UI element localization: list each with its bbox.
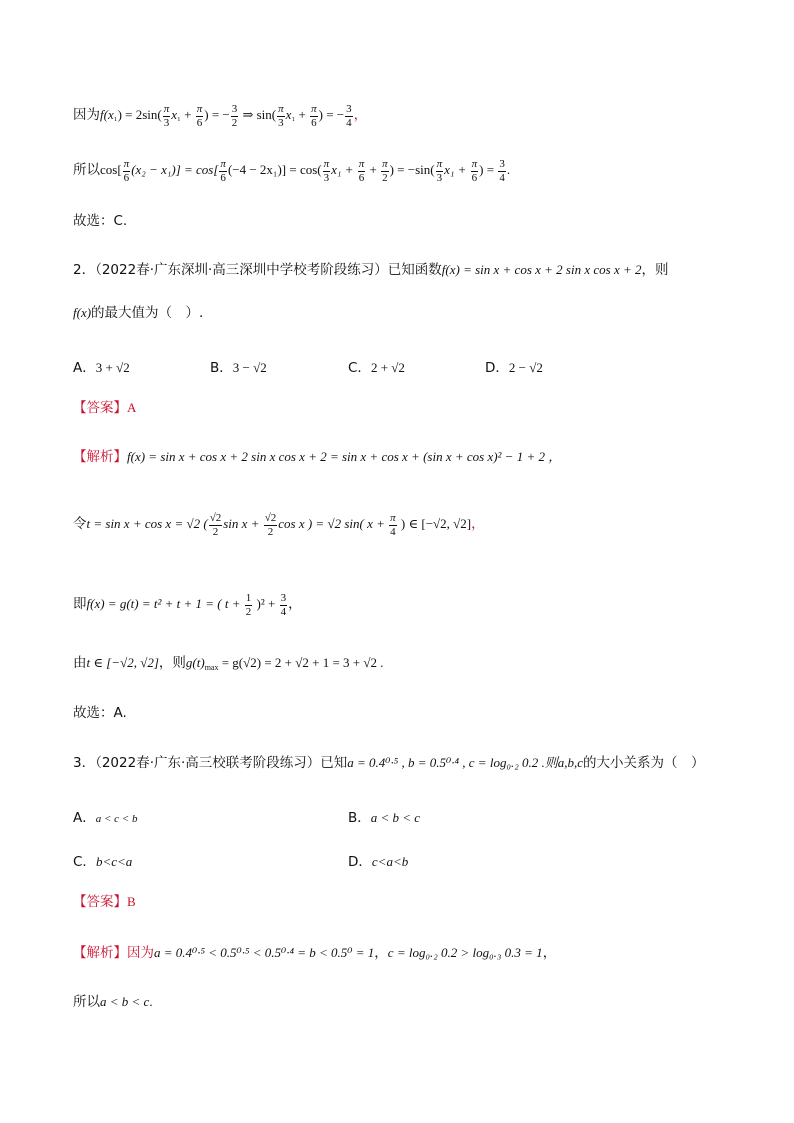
q2-conclusion: 故选：A. — [73, 705, 127, 721]
q2-answer: 【答案】A — [73, 400, 137, 416]
q3-option-d: D．c<a<b — [348, 854, 409, 870]
q3-analysis-step-1: 【解析】因为a = 0.4⁰·⁵ < 0.5⁰·⁵ < 0.5⁰·⁴ = b < 0.5⁰ = 1，c = log₀.₂ 0.2 > log₀.₃ 0.3 = 1， — [73, 945, 557, 961]
q2-option-c: C．2 + √2 — [348, 360, 405, 376]
q3-stem: 3．（2022春·广东·高三校联考阶段练习）已知a = 0.4⁰·⁵ , b = 0.5⁰·⁴ , c = log₀.₂ 0.2 .则a,b,c的大小关系为（ ） — [73, 755, 705, 771]
q3-analysis-step-2: 所以a < b < c. — [73, 994, 153, 1010]
q2-function: f(x) = sin x + cos x + 2 sin x cos x + 2 — [441, 262, 642, 277]
q2-analysis-step-4: 由t ∈ [−√2, √2]，则$g(t)_{max} = g(√2) = 2 + √2 + 1 = 3 + √2$ . — [73, 655, 384, 672]
q3-option-b: B．a < b < c — [348, 810, 421, 826]
q2-stem: 2．（2022春·广东深圳·高三深圳中学校考阶段练习）已知函数f(x) = sin x + cos x + 2 sin x cos x + 2，则 — [73, 262, 669, 278]
prev-solution-line-1: 因为f(x₁) = 2sin( $\frac{\pi}{3}$ x₁ + $\frac{\pi}{6}$ ) = − $\frac{3}{2}$ ⇒ sin( $\frac{\pi}{3}$ x₁ + $\frac{\pi}{6}$ ) = − $\frac{3}{4}$ ， — [73, 103, 368, 129]
q2-analysis-step-1: 【解析】f(x) = sin x + cos x + 2 sin x cos x + 2 = sin x + cos x + (sin x + cos x)² − 1 + 2 ， — [73, 449, 562, 465]
q2-analysis-step-2: 令t = sin x + cos x = √2 ( $\frac{√2}{2}$ sin x + $\frac{√2}{2}$ cos x ) = √2 sin( x + $\frac{\pi}{4}$ ) ∈ [−√2, √2]， — [73, 512, 485, 538]
prev-solution-line-2: 所以cos[ $\frac{\pi}{6}$ (x₂ − x₁)] = cos[ $\frac{\pi}{6}$ (−4 − 2x₁)] = cos( $\frac{\pi}{3}$ x₁ + $\frac{\pi}{6}$ + $\frac{\pi}{2}$ ) = −sin( $\frac{\pi}{3}$ x₁ + $\frac{\pi}{6}$ ) = $\frac{3}{4}$ . — [73, 158, 511, 184]
q2-option-a: A．3 + √2 — [73, 360, 130, 376]
prev-answer: 故选：C. — [73, 213, 128, 229]
q2-option-d: D．2 − √2 — [485, 360, 543, 376]
q2-option-b: B．3 − √2 — [210, 360, 267, 376]
q3-option-c: C．b<c<a — [73, 854, 133, 870]
q2-analysis-step-3: 即f(x) = g(t) = t² + t + 1 = ( t + $\frac{1}{2}$ )² + $\frac{3}{4}$ ， — [73, 592, 302, 618]
q2-stem-cont: f(x)的最大值为（ ）. — [73, 305, 204, 321]
q3-option-a: A．a < c < b — [73, 810, 138, 826]
q3-answer: 【答案】B — [73, 894, 136, 910]
